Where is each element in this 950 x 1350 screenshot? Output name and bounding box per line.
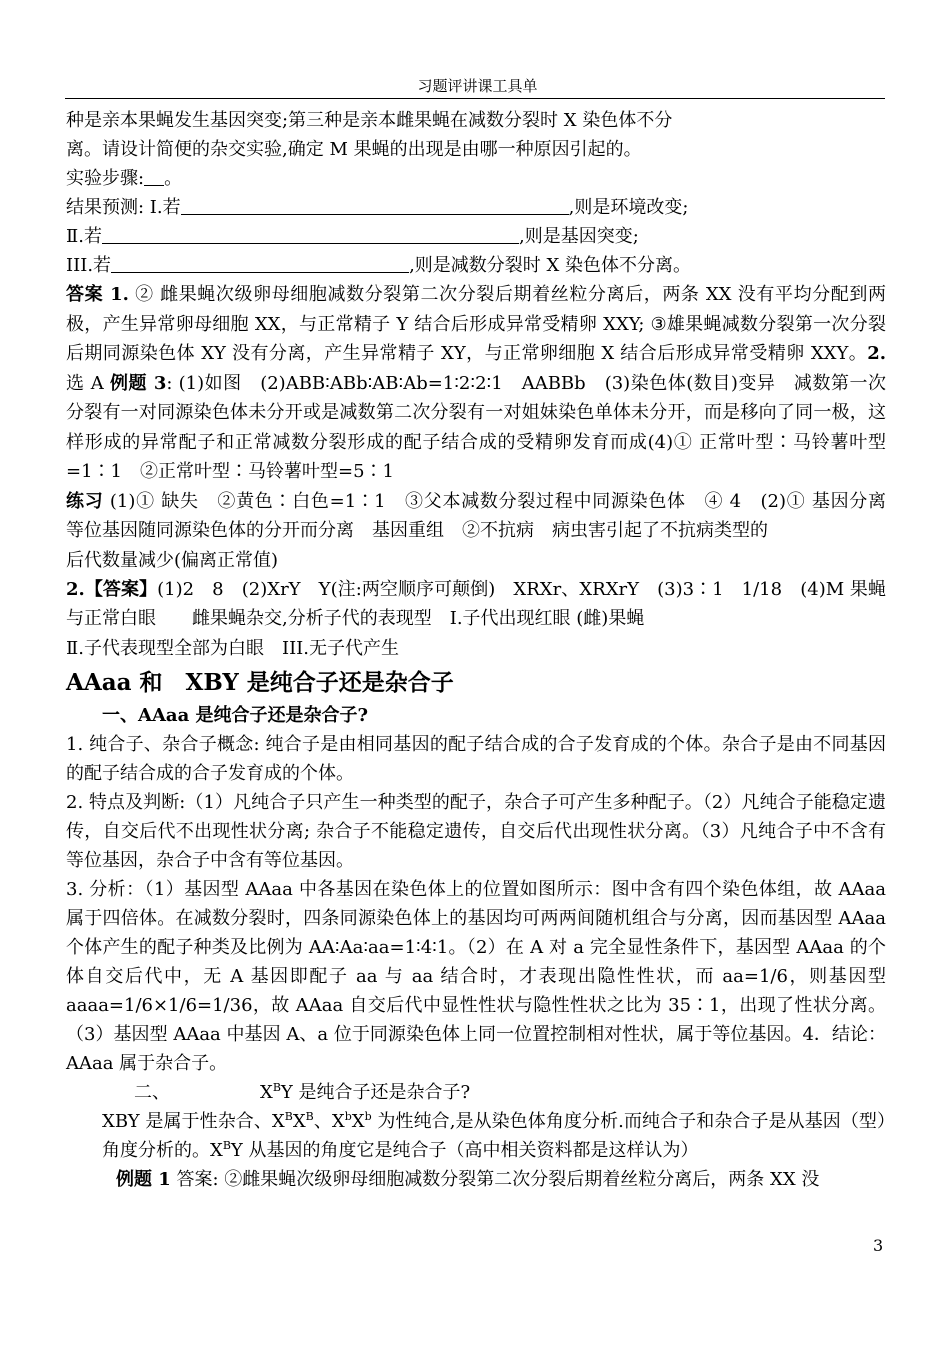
page-header: 习题评讲课工具单 bbox=[417, 77, 538, 95]
prediction-line-1: 结果预测: Ⅰ.若 ,则是环境改变; bbox=[66, 197, 689, 218]
header-rule bbox=[65, 98, 885, 99]
text-line: 离。请设计简便的杂交实验,确定 M 果蝇的出现是由哪一种原因引起的。 bbox=[66, 139, 642, 160]
answer-paragraph: 答案 1. ② 雌果蝇次级卵母细胞减数分裂第二次分裂后期着丝粒分离后，两条 XX 没有平均分配到两极，产生异常卵母细胞 XX，与正常精子 Y 结合后形成异常受精卵 XXY; ③雄果蝇减数分裂第一次分裂后期同源染色体 XY 没有分离，产生异常精子 XY，与正常卵细胞 X 结合后形成异常受精卵 XXY。2. 选 A 例题 3: (1)如图 (2)ABB∶ABb∶AB∶Ab=1∶2∶2∶1 AABBb (3)染色体(数目)变异 减数第一次分裂有一对同源染色体未分开或是减数第二次分裂有一对姐妹染色单体未分开，而是移向了同一极，这样形成的异常配子和正常减数分裂形成的配子结合成的受精卵发育而成(4)① 正常叶型∶马铃薯叶型=1∶1 ②正常叶型∶马铃薯叶型=5∶1 bbox=[66, 284, 887, 482]
answer-blank bbox=[102, 225, 519, 244]
answer-blank bbox=[181, 196, 569, 215]
paragraph-xby: XBY 是属于性杂合、$X^BX^B$、$X^bX^b$ 为性纯合,是从染色体角度分析.而纯合子和杂合子是从基因（型）角度分析的。$X^BY$ 从基因的角度它是纯合子（高中相关资料都是这样认为） bbox=[102, 1109, 886, 1161]
prediction-line-3: III.若 ,则是减数分裂时 X 染色体不分离。 bbox=[66, 255, 692, 276]
text-line: Ⅱ.子代表现型全部为白眼 III.无子代产生 bbox=[66, 637, 400, 659]
example1-line: 例题 1 答案: ②雌果蝇次级卵母细胞减数分裂第二次分裂后期着丝粒分离后，两条 XX 没 bbox=[116, 1168, 820, 1190]
answer-blank bbox=[144, 167, 164, 186]
paragraph-definition: 1. 纯合子、杂合子概念: 纯合子是由相同基因的配子结合成的合子发育成的个体。杂合子是由不同基因的配子结合成的合子发育成的个体。 bbox=[66, 733, 886, 784]
subsection-heading-2: 二、 $X^BY$ 是纯合子还是杂合子? bbox=[134, 1080, 471, 1103]
paragraph-analysis: 3. 分析：（1）基因型 AAaa 中各基因在染色体上的位置如图所示：图中含有四个染色体组，故 AAaa 属于四倍体。在减数分裂时，四条同源染色体上的基因均可两两间随机组合与分离，因而基因型 AAaa 个体产生的配子种类及比例为 AA∶Aa∶aa=1∶4∶1。（2）在 A 对 a 完全显性条件下，基因型 AAaa 的个体自交后代中，无 A 基因即配子 aa 与 aa 结合时，才表现出隐性性状，而 aa=1/6，则基因型 aaaa=1/6×1/6=1/36，故 AAaa 自交后代中显性性状与隐性性状之比为 35∶1，出现了性状分离。（3）基因型 AAaa 中基因 A、a 位于同源染色体上同一位置控制相对性状，属于等位基因。4．结论：AAaa 属于杂合子。 bbox=[66, 878, 886, 1074]
document-body bbox=[66, 106, 904, 1194]
page-number: 3 bbox=[873, 1236, 884, 1255]
prediction-line-2: Ⅱ.若 ,则是基因突变; bbox=[66, 226, 639, 247]
section-title: AAaa 和 XBY 是纯合子还是杂合子 bbox=[66, 668, 454, 696]
text-line: 后代数量减少(偏离正常值) bbox=[66, 549, 279, 571]
text-line: 种是亲本果蝇发生基因突变;第三种是亲本雌果蝇在减数分裂时 X 染色体不分 bbox=[66, 110, 673, 131]
subsection-heading-1: 一、AAaa 是纯合子还是杂合子? bbox=[102, 704, 369, 726]
answer-blank bbox=[111, 254, 409, 273]
practice-paragraph: 练习 (1)① 缺失 ②黄色∶白色=1∶1 ③父本减数分裂过程中同源染色体 ④ 4 (2)① 基因分离 等位基因随同源染色体的分开而分离 基因重组 ②不抗病 病虫害引起了不抗病类型的 bbox=[66, 490, 904, 541]
experiment-steps-line: 实验步骤: 。 bbox=[66, 168, 183, 189]
answer2-paragraph: 2.【答案】(1)2 8 (2)XrY Y(注:两空顺序可颠倒) XRXr、XRXrY (3)3∶1 1/18 (4)M 果蝇与正常白眼 雌果蝇杂交,分析子代的表现型 Ⅰ.子代出现红眼 (雌)果蝇 bbox=[66, 578, 886, 629]
paragraph-features: 2. 特点及判断:（1）凡纯合子只产生一种类型的配子，杂合子可产生多种配子。（2）凡纯合子能稳定遗传，自交后代不出现性状分离; 杂合子不能稳定遗传，自交后代出现性状分离。（3）凡纯合子中不含有等位基因，杂合子中含有等位基因。 bbox=[66, 791, 886, 871]
